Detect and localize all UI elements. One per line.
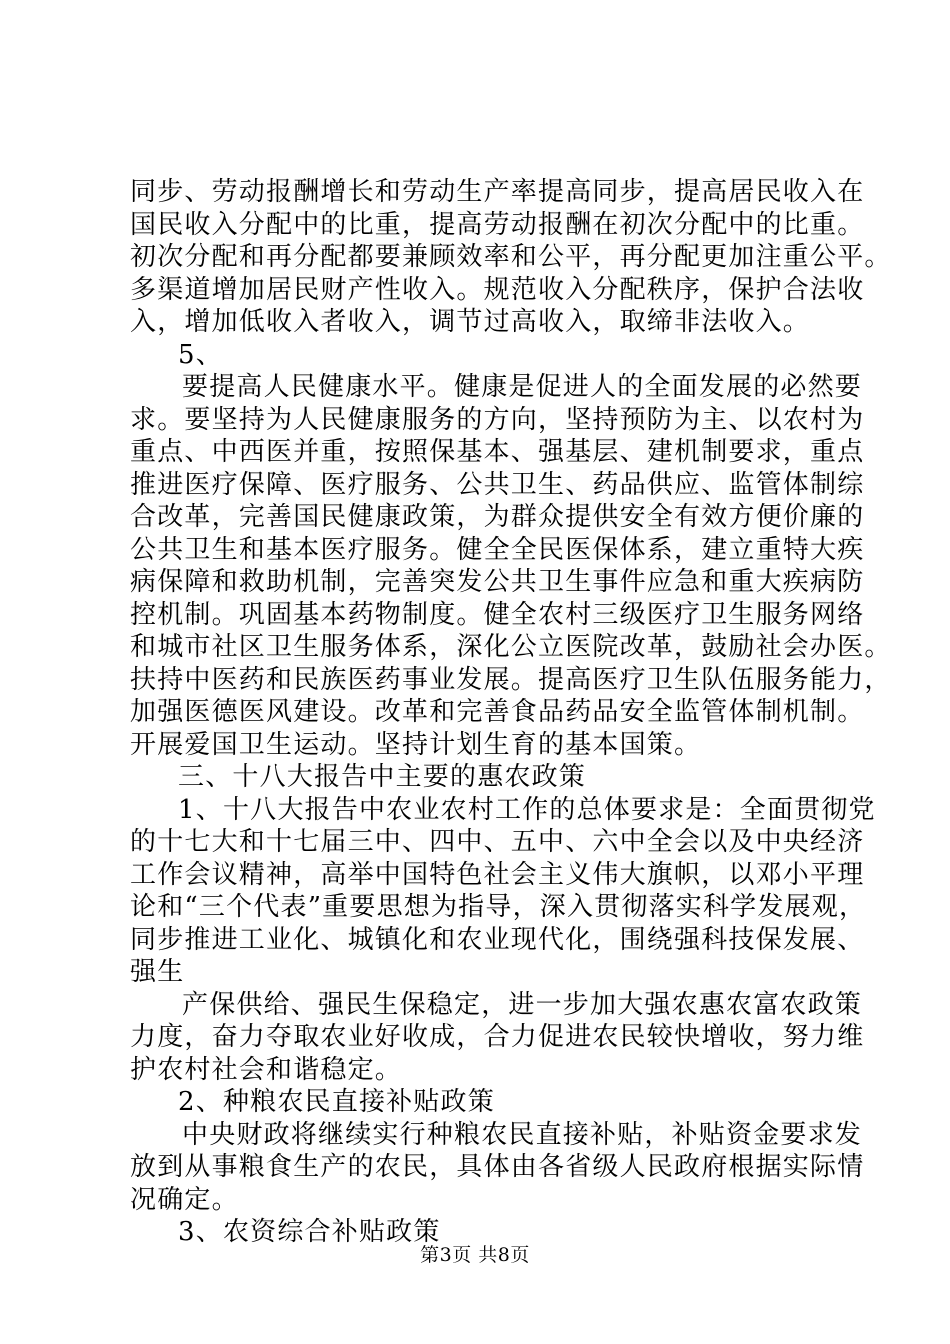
text-line: 要提高人民健康水平。健康是促进人的全面发展的必然要 (182, 372, 863, 402)
text-line: 放到从事粮食生产的农民，具体由各省级人民政府根据实际情 (130, 1152, 865, 1182)
document-body (130, 176, 892, 1249)
text-line: 力度，奋力夺取农业好收成，合力促进农民较快增收，努力维 (130, 1022, 865, 1052)
text-line: 多渠道增加居民财产性收入。规范收入分配秩序，保护合法收 (130, 274, 865, 305)
text-line: 国民收入分配中的比重，提高劳动报酬在初次分配中的比重。 (130, 209, 865, 240)
text-line: 同步推进工业化、城镇化和农业现代化，围绕强科技保发展、 (130, 924, 865, 955)
page-number-footer: 第3页 共8页 (420, 1244, 530, 1266)
section-heading: 三、十八大报告中主要的惠农政策 (178, 762, 587, 792)
text-line: 论和“三个代表”重要思想为指导，深入贯彻落实科学发展观， (130, 892, 867, 922)
text-line: 开展爱国卫生运动。坚持计划生育的基本国策。 (130, 729, 702, 760)
text-line: 和城市社区卫生服务体系，深化公立医院改革，鼓励社会办医。 (130, 632, 892, 662)
section-number: 5、 (178, 339, 223, 370)
text-line: 护农村社会和谐稳定。 (130, 1054, 403, 1085)
text-line: 工作会议精神，高举中国特色社会主义伟大旗帜，以邓小平理 (130, 859, 865, 890)
text-line: 公共卫生和基本医疗服务。健全全民医保体系，建立重特大疾 (130, 534, 865, 565)
text-line: 同步、劳动报酬增长和劳动生产率提高同步，提高居民收入在 (130, 177, 865, 207)
text-line: 入，增加低收入者收入，调节过高收入，取缔非法收入。 (130, 307, 811, 337)
text-line: 病保障和救助机制，完善突发公共卫生事件应急和重大疾病防 (130, 567, 865, 597)
text-line: 况确定。 (130, 1184, 239, 1215)
subsection-heading: 3、农资综合补贴政策 (178, 1217, 441, 1247)
text-line: 合改革，完善国民健康政策，为群众提供安全有效方便价廉的 (130, 502, 865, 532)
text-line: 加强医德医风建设。改革和完善食品药品安全监管体制机制。 (130, 697, 865, 727)
text-line: 控机制。巩固基本药物制度。健全农村三级医疗卫生服务网络 (130, 599, 865, 630)
text-line: 扶持中医药和民族医药事业发展。提高医疗卫生队伍服务能力， (130, 664, 892, 695)
text-line: 推进医疗保障、医疗服务、公共卫生、药品供应、监管体制综 (130, 469, 865, 500)
text-line: 初次分配和再分配都要兼顾效率和公平，再分配更加注重公平。 (130, 242, 892, 272)
text-line: 中央财政将继续实行种粮农民直接补贴，补贴资金要求发 (182, 1119, 863, 1150)
text-line: 产保供给、强民生保稳定，进一步加大强农惠农富农政策 (182, 989, 863, 1020)
text-line: 求。要坚持为人民健康服务的方向，坚持预防为主、以农村为 (130, 404, 865, 435)
subsection-heading: 2、种粮农民直接补贴政策 (178, 1087, 495, 1117)
text-line: 的十七大和十七届三中、四中、五中、六中全会以及中央经济 (130, 827, 865, 857)
text-line: 1、十八大报告中农业农村工作的总体要求是：全面贯彻党 (178, 794, 876, 825)
text-line: 强生 (130, 957, 185, 987)
text-line: 重点、中西医并重，按照保基本、强基层、建机制要求，重点 (130, 437, 865, 467)
